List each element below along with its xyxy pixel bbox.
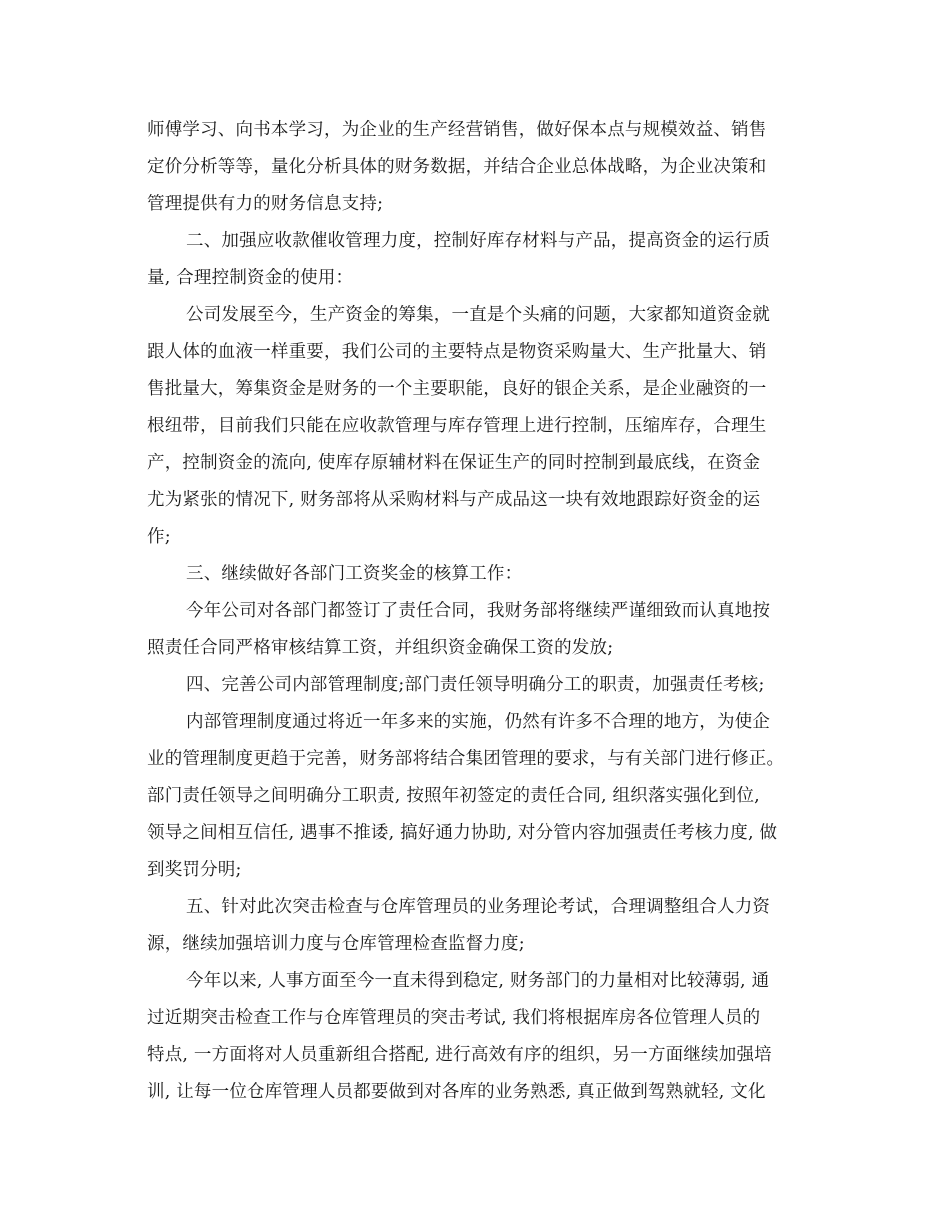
- text-line: 售批量大，筹集资金是财务的一个主要职能，良好的银企关系，是企业融资的一: [147, 379, 767, 399]
- section-heading-5: 五、针对此次突击检查与仓库管理员的业务理论考试，合理调整组合人力资: [186, 897, 771, 917]
- paragraph-start: 今年公司对各部门都签订了责任合同，我财务部将继续严谨细致而认真地按: [186, 601, 771, 621]
- text-line: 特点, 一方面将对人员重新组合搭配, 进行高效有序的组织，另一方面继续加强培: [147, 1045, 772, 1065]
- text-line: 量, 合理控制资金的使用：: [147, 268, 354, 288]
- paragraph-start: 今年以来, 人事方面至今一直未得到稳定, 财务部门的力量相对比较薄弱, 通: [186, 971, 770, 991]
- section-heading-4: 四、完善公司内部管理制度;部门责任领导明确分工的职责，加强责任考核;: [186, 675, 765, 695]
- text-line: 训, 让每一位仓库管理人员都要做到对各库的业务熟悉, 真正做到驾熟就轻, 文化: [147, 1082, 766, 1102]
- paragraph-start: 内部管理制度通过将近一年多来的实施，仍然有许多不合理的地方，为使企: [186, 712, 771, 732]
- text-line: 作;: [147, 527, 171, 547]
- text-line: 部门责任领导之间明确分工职责, 按照年初签定的责任合同, 组织落实强化到位,: [147, 786, 760, 806]
- text-line: 定价分析等等，量化分析具体的财务数据，并结合企业总体战略，为企业决策和: [147, 157, 767, 177]
- text-line: 领导之间相互信任, 遇事不推诿, 搞好通力协助, 对分管内容加强责任考核力度, 做: [147, 823, 778, 843]
- text-line: 源，继续加强培训力度与仓库管理检查监督力度;: [147, 934, 525, 954]
- section-heading-2: 二、加强应收款催收管理力度，控制好库存材料与产品，提高资金的运行质: [186, 231, 771, 251]
- text-line: 尤为紧张的情况下, 财务部将从采购材料与产成品这一块有效地跟踪好资金的运: [147, 490, 761, 510]
- text-line: 照责任合同严格审核结算工资，并组织资金确保工资的发放;: [147, 638, 614, 658]
- text-line: 到奖罚分明;: [147, 860, 242, 880]
- text-line: 过近期突击检查工作与仓库管理员的突击考试, 我们将根据库房各位管理人员的: [147, 1008, 761, 1028]
- text-line: 产，控制资金的流向, 使库存原辅材料在保证生产的同时控制到最底线，在资金: [147, 453, 761, 473]
- section-heading-3: 三、继续做好各部门工资奖金的核算工作：: [186, 564, 523, 584]
- text-line: 管理提供有力的财务信息支持;: [147, 194, 384, 214]
- text-line: 师傅学习、向书本学习，为企业的生产经营销售，做好保本点与规模效益、销售: [147, 120, 767, 140]
- text-line: 跟人体的血液一样重要，我们公司的主要特点是物资采购量大、生产批量大、销: [147, 342, 767, 362]
- text-line: 业的管理制度更趋于完善，财务部将结合集团管理的要求，与有关部门进行修正。: [147, 749, 785, 769]
- paragraph-start: 公司发展至今，生产资金的筹集，一直是个头痛的问题，大家都知道资金就: [186, 305, 771, 325]
- text-line: 根纽带，目前我们只能在应收款管理与库存管理上进行控制，压缩库存，合理生: [147, 416, 767, 436]
